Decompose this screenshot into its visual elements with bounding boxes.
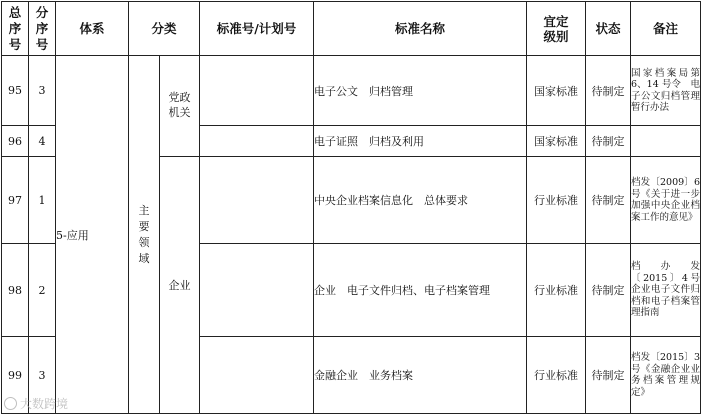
note-cell: 国家档案局第 6、14 号令 电子公文归档管理暂行办法 [631, 56, 701, 126]
sub-no-cell: 4 [29, 126, 56, 157]
std-name-cell: 电子公文 归档管理 [314, 56, 527, 126]
std-name-cell: 中央企业档案信息化 总体要求 [314, 157, 527, 244]
header-total-no: 总序号 [2, 2, 29, 56]
total-no-cell: 99 [2, 337, 29, 414]
level-cell: 行业标准 [527, 244, 586, 337]
header-sub-no: 分序号 [29, 2, 56, 56]
watermark-logo-icon [4, 397, 17, 410]
level-cell: 行业标准 [527, 337, 586, 414]
std-no-cell [200, 126, 314, 157]
header-system: 体系 [56, 2, 129, 56]
header-std-no: 标准号/计划号 [200, 2, 314, 56]
total-no-cell: 97 [2, 157, 29, 244]
std-no-cell [200, 157, 314, 244]
sub-category-party-cell: 党政机关 [160, 56, 200, 157]
table-row [2, 56, 701, 126]
std-no-cell [200, 244, 314, 337]
sub-category-enterprise-cell: 企业 [160, 157, 200, 414]
std-name-cell: 企业 电子文件归档、电子档案管理 [314, 244, 527, 337]
status-cell: 待制定 [586, 337, 631, 414]
total-no-cell: 96 [2, 126, 29, 157]
status-cell: 待制定 [586, 56, 631, 126]
status-cell: 待制定 [586, 126, 631, 157]
watermark [4, 395, 68, 412]
category-main-cell: 主要领域 [129, 56, 160, 414]
std-name-cell: 金融企业 业务档案 [314, 337, 527, 414]
header-category: 分类 [129, 2, 200, 56]
total-no-cell: 98 [2, 244, 29, 337]
std-no-cell [200, 337, 314, 414]
sub-no-cell: 3 [29, 337, 56, 414]
header-row [2, 2, 701, 56]
note-cell: 档发〔2015〕3 号《金融企业业务档案管理规定》 [631, 337, 701, 414]
sub-no-cell: 1 [29, 157, 56, 244]
header-level: 宜定级别 [527, 2, 586, 56]
note-cell: 档 办 发〔2015〕4号 企业电子文件归档和电子档案管理指南 [631, 244, 701, 337]
header-note: 备注 [631, 2, 701, 56]
system-cell: 5-应用 [56, 56, 129, 414]
level-cell: 国家标准 [527, 126, 586, 157]
std-name-cell: 电子证照 归档及利用 [314, 126, 527, 157]
standards-table [1, 1, 701, 414]
watermark-text: 大数跨境 [20, 397, 69, 411]
note-cell: 档发〔2009〕6 号《关于进一步加强中央企业档案工作的意见》 [631, 157, 701, 244]
std-no-cell [200, 56, 314, 126]
level-cell: 行业标准 [527, 157, 586, 244]
status-cell: 待制定 [586, 244, 631, 337]
total-no-cell: 95 [2, 56, 29, 126]
note-cell [631, 126, 701, 157]
header-std-name: 标准名称 [314, 2, 527, 56]
status-cell: 待制定 [586, 157, 631, 244]
level-cell: 国家标准 [527, 56, 586, 126]
sub-no-cell: 3 [29, 56, 56, 126]
header-status: 状态 [586, 2, 631, 56]
sub-no-cell: 2 [29, 244, 56, 337]
